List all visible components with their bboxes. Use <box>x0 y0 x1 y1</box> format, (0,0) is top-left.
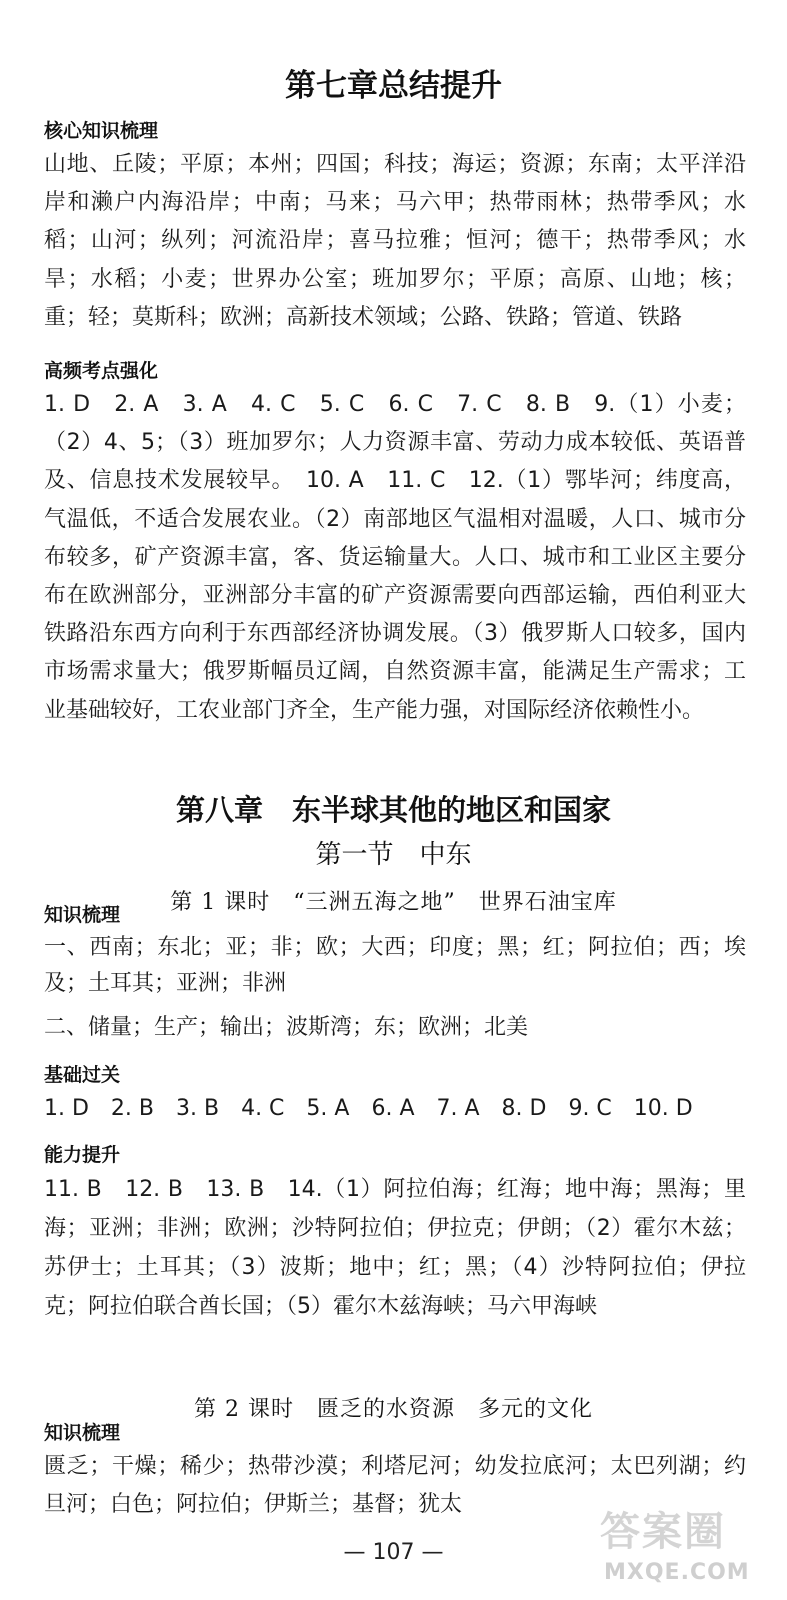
lesson2-knowledge-heading: 知识梳理 <box>44 1422 121 1444</box>
ability-answers: 11. B 12. B 13. B 14.（1）阿拉伯海；红海；地中海；黑海；里海；亚洲；非洲；欧洲；沙特阿拉伯；伊拉克；伊朗；（2）霍尔木兹；苏伊士；土耳其；（3）波斯；地中；红；黑；（4）沙特阿拉伯；伊拉克；阿拉伯联合酋长国；（5）霍尔木兹海峡；马六甲海峡 <box>44 1177 746 1319</box>
lesson2-title: 第 2 课时 匮乏的水资源 多元的文化 <box>194 1397 593 1422</box>
core-knowledge-text: 山地、丘陵；平原；本州；四国；科技；海运；资源；东南；太平洋沿岸和濑户内海沿岸；中南；马来；马六甲；热带雨林；热带季风；水稻；山河；纵列；河流沿岸；喜马拉雅；恒河；德干；热带季风；水旱；水稻；小麦；世界办公室；班加罗尔；平原；高原、山地；核；重；轻；莫斯科；欧洲；高新技术领域；公路、铁路；管道、铁路 <box>44 152 746 330</box>
watermark-text: 答案圈 <box>600 1509 726 1555</box>
lesson1-knowledge-line1: 一、西南；东北；亚；非；欧；大西；印度；黑；红；阿拉伯；西；埃及；土耳其；亚洲；非洲 <box>44 935 746 996</box>
basic-answers: 1. D 2. B 3. B 4. C 5. A 6. A 7. A 8. D 9. C 10. D <box>44 1096 693 1121</box>
frequent-points-text: 1. D 2. A 3. A 4. C 5. C 6. C 7. C 8. B 9.（1）小麦；（2）4、5；（3）班加罗尔；人力资源丰富、劳动力成本较低、英语普及、信息技术发展较早。 10. A 11. C 12.（1）鄂毕河；纬度高，气温低，不适合发展农业。（2）南部地区气温相对温暖，人口、城市分布较多，矿产资源丰富，客、货运输量大。人口、城市和工业区主要分布在欧洲部分，亚洲部分丰富的矿产资源需要向西部运输，西伯利亚大铁路沿东西方向利于东西部经济协调发展。（3）俄罗斯人口较多，国内市场需求量大；俄罗斯幅员辽阔，自然资源丰富，能满足生产需求；工业基础较好，工农业部门齐全，生产能力强，对国际经济依赖性小。 <box>44 392 746 723</box>
basic-heading: 基础过关 <box>44 1064 121 1086</box>
lesson1-knowledge-line2: 二、储量；生产；输出；波斯湾；东；欧洲；北美 <box>44 1015 529 1040</box>
frequent-points-heading: 高频考点强化 <box>44 360 159 382</box>
lesson1-knowledge-heading: 知识梳理 <box>44 904 121 926</box>
chapter8-title: 第八章 东半球其他的地区和国家 <box>175 793 611 827</box>
chapter7-title: 第七章总结提升 <box>285 68 502 104</box>
watermark-url: MXQE.COM <box>604 1560 750 1585</box>
lesson1-title: 第 1 课时 “三洲五海之地” 世界石油宝库 <box>170 890 617 915</box>
section-title: 第一节 中东 <box>315 840 472 870</box>
watermark-logo <box>600 1500 770 1590</box>
core-knowledge-heading: 核心知识梳理 <box>44 120 159 142</box>
ability-heading: 能力提升 <box>44 1144 121 1166</box>
page-number: — 107 — <box>343 1540 444 1565</box>
lesson2-knowledge-text: 匮乏；干燥；稀少；热带沙漠；利塔尼河；幼发拉底河；太巴列湖；约旦河；白色；阿拉伯；伊斯兰；基督；犹太 <box>44 1454 746 1517</box>
